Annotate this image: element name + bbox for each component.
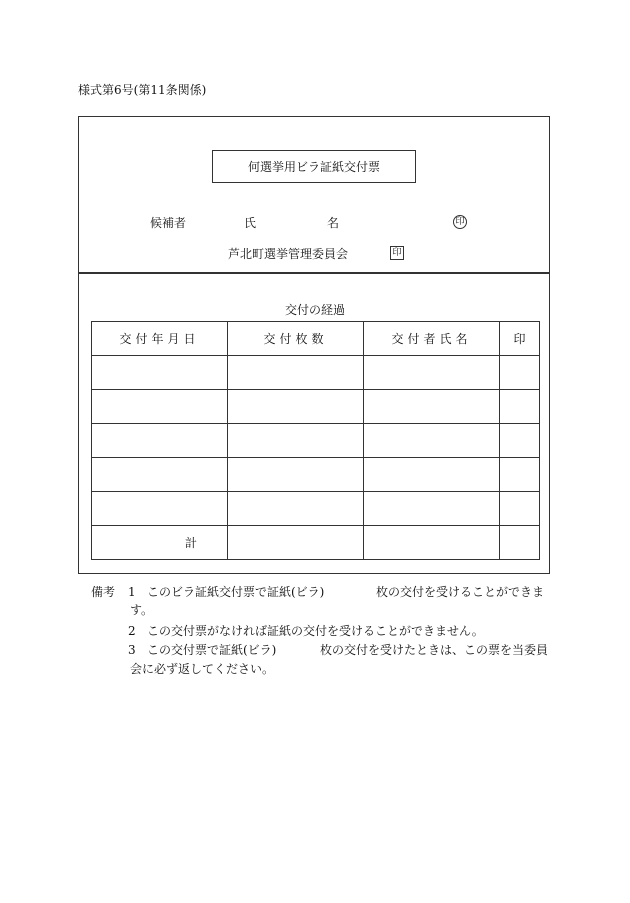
remark-1-text-a: このビラ証紙交付票で証紙(ビラ) bbox=[147, 585, 325, 599]
table-header-row bbox=[92, 322, 540, 356]
committee-seal-text: 印 bbox=[392, 247, 402, 258]
remark-3-number: 3 bbox=[128, 643, 136, 657]
candidate-seal-icon bbox=[453, 215, 467, 229]
name-char-2: 名 bbox=[327, 216, 340, 230]
total-issuer-cell[interactable] bbox=[364, 526, 500, 560]
issuer-cell[interactable] bbox=[364, 356, 500, 390]
count-cell[interactable] bbox=[228, 424, 364, 458]
section-divider bbox=[78, 272, 550, 274]
table-row bbox=[92, 390, 540, 424]
col-seal: 印 bbox=[500, 322, 540, 356]
total-label: 計 bbox=[92, 526, 228, 560]
date-cell[interactable] bbox=[92, 492, 228, 526]
committee-seal-icon bbox=[390, 246, 404, 260]
seal-cell[interactable] bbox=[500, 390, 540, 424]
col-issuer: 交付者氏名 bbox=[364, 322, 500, 356]
table-row bbox=[92, 424, 540, 458]
remark-1-text-b: 枚の交付を受けることができま bbox=[376, 585, 545, 599]
remark-2-text: この交付票がなければ証紙の交付を受けることができません。 bbox=[147, 624, 484, 638]
issuer-cell[interactable] bbox=[364, 492, 500, 526]
count-cell[interactable] bbox=[228, 390, 364, 424]
date-cell[interactable] bbox=[92, 356, 228, 390]
remark-2-number: 2 bbox=[128, 624, 136, 638]
issuance-history-table bbox=[91, 321, 540, 560]
issuer-cell[interactable] bbox=[364, 390, 500, 424]
date-cell[interactable] bbox=[92, 458, 228, 492]
count-cell[interactable] bbox=[228, 492, 364, 526]
date-cell[interactable] bbox=[92, 424, 228, 458]
col-date: 交付年月日 bbox=[92, 322, 228, 356]
voucher-title-box bbox=[212, 150, 416, 183]
committee-name: 芦北町選挙管理委員会 bbox=[228, 247, 349, 261]
total-row bbox=[92, 526, 540, 560]
issuer-cell[interactable] bbox=[364, 458, 500, 492]
remark-3-text-c: 会に必ず返してください。 bbox=[130, 662, 275, 676]
table-row bbox=[92, 356, 540, 390]
table-row bbox=[92, 458, 540, 492]
history-heading: 交付の経過 bbox=[284, 303, 345, 317]
remarks-label: 備考 bbox=[91, 585, 116, 599]
seal-cell[interactable] bbox=[500, 424, 540, 458]
seal-cell[interactable] bbox=[500, 492, 540, 526]
form-number-label: 様式第6号(第11条関係) bbox=[78, 83, 207, 97]
date-cell[interactable] bbox=[92, 390, 228, 424]
count-cell[interactable] bbox=[228, 356, 364, 390]
table-row bbox=[92, 492, 540, 526]
issuer-cell[interactable] bbox=[364, 424, 500, 458]
seal-cell[interactable] bbox=[500, 356, 540, 390]
total-count-cell[interactable] bbox=[228, 526, 364, 560]
remark-1-number: 1 bbox=[128, 585, 136, 599]
candidate-label: 候補者 bbox=[150, 216, 187, 230]
col-count: 交付枚数 bbox=[228, 322, 364, 356]
remark-3-text-b: 枚の交付を受けたときは、この票を当委員 bbox=[320, 643, 549, 657]
count-cell[interactable] bbox=[228, 458, 364, 492]
total-seal-cell[interactable] bbox=[500, 526, 540, 560]
seal-cell[interactable] bbox=[500, 458, 540, 492]
remark-1-text-c: す。 bbox=[130, 603, 154, 617]
name-char-1: 氏 bbox=[244, 216, 257, 230]
candidate-seal-text: 印 bbox=[455, 216, 465, 227]
voucher-title: 何選挙用ビラ証紙交付票 bbox=[247, 160, 380, 174]
remark-3-text-a: この交付票で証紙(ビラ) bbox=[147, 643, 277, 657]
